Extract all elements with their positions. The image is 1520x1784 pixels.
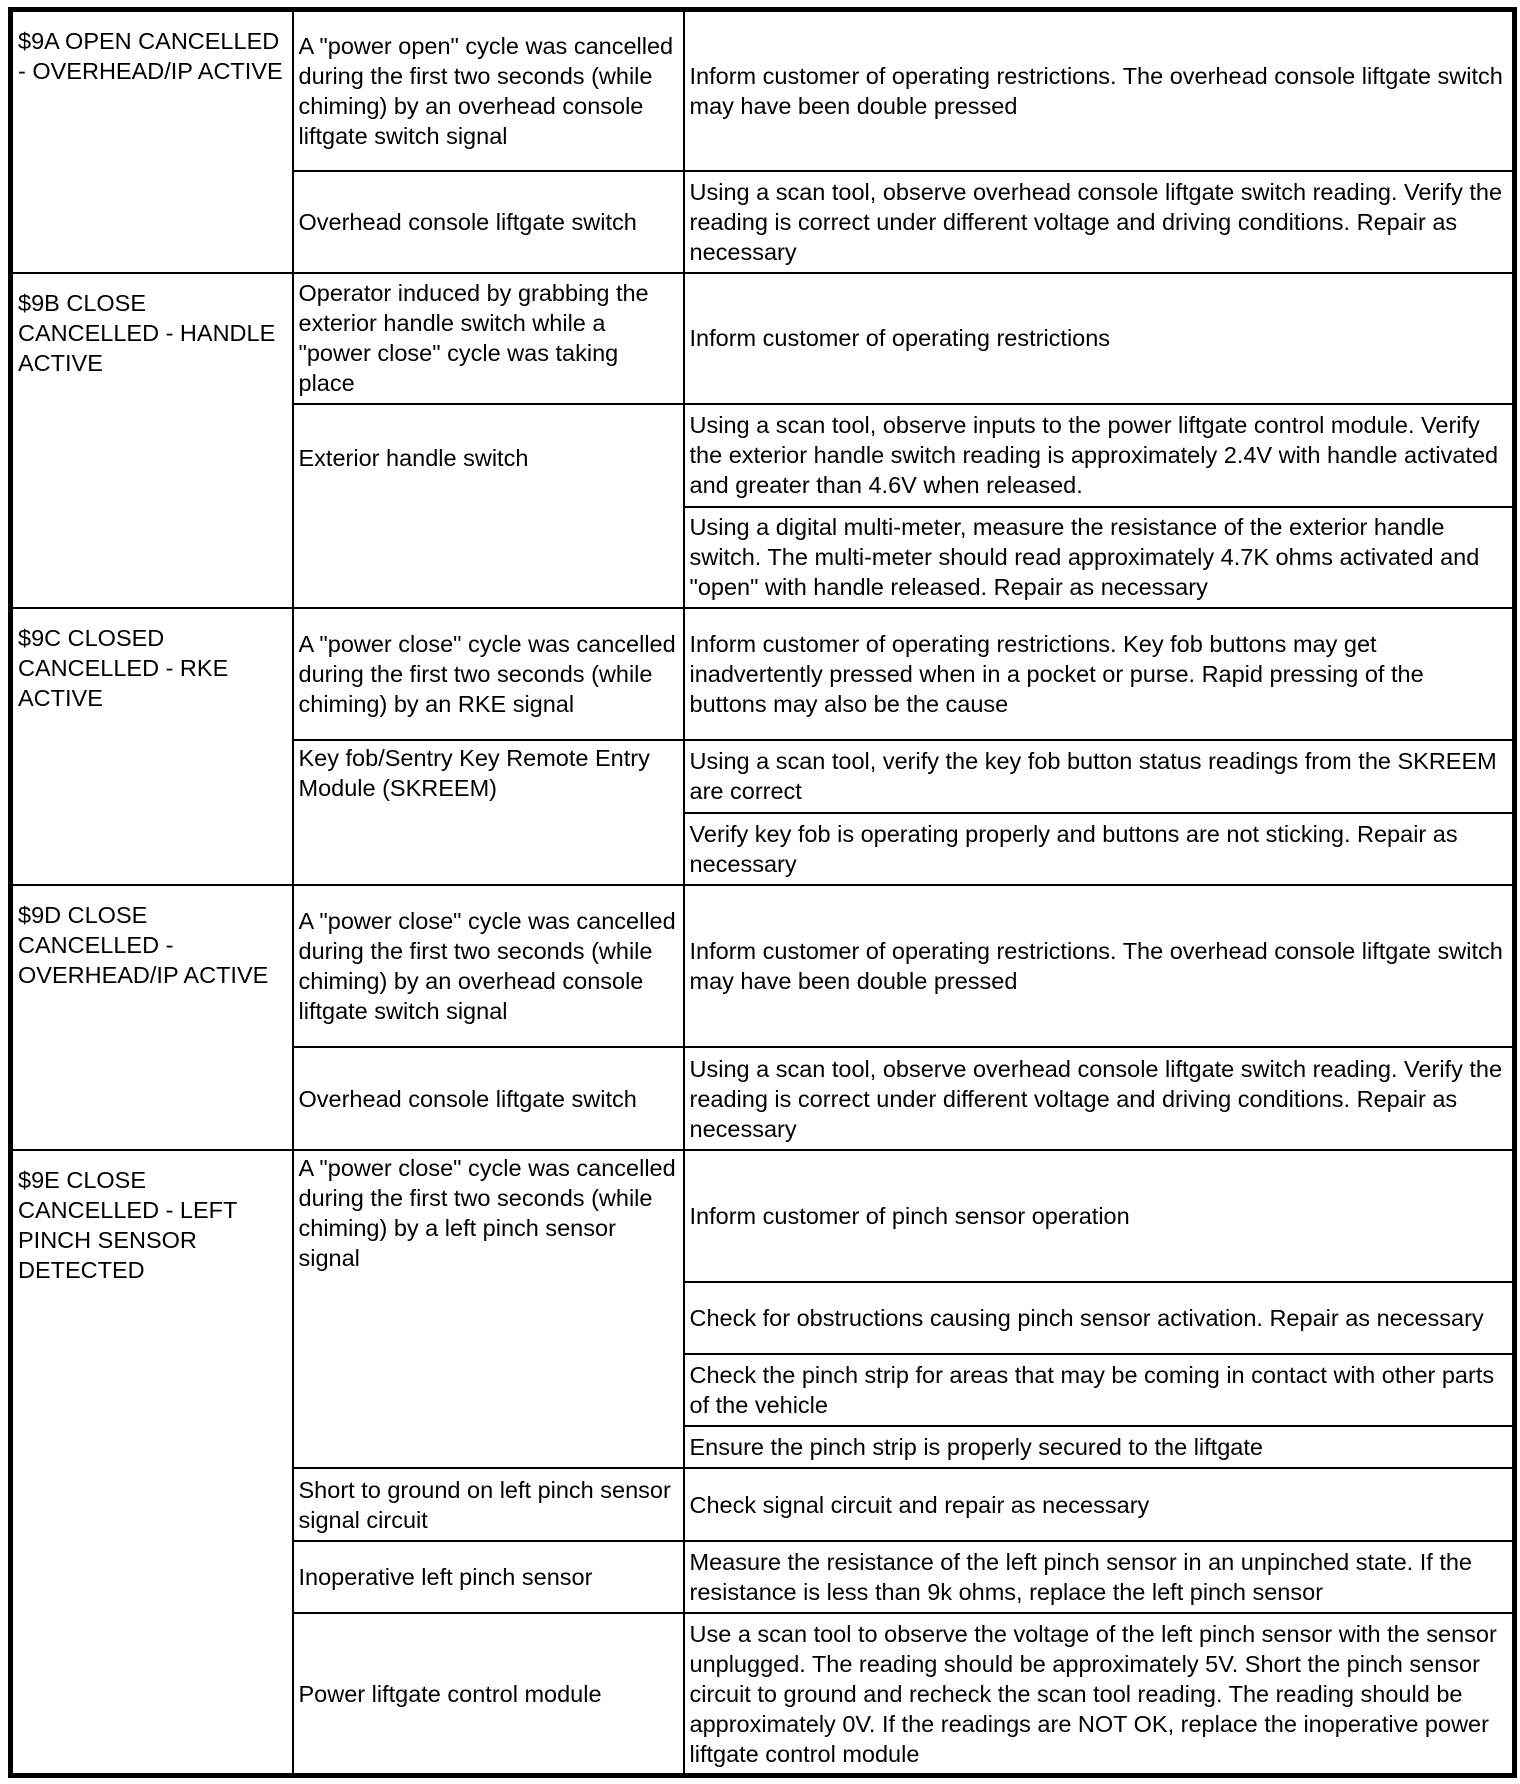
cause-cell: Key fob/Sentry Key Remote Entry Module (SKREEM) bbox=[293, 740, 684, 885]
condition-cell: $9D CLOSE CANCELLED - OVERHEAD/IP ACTIVE bbox=[11, 885, 293, 1150]
correction-cell: Inform customer of operating restrictions bbox=[684, 273, 1515, 404]
correction-cell: Use a scan tool to observe the voltage of the left pinch sensor with the sensor unplugged. The reading should be approximately 5V. Short the pinch sensor circuit to ground and recheck the scan tool reading. The reading should be approximately 0V. If the readings are NOT OK, replace the inoperative power liftgate control module bbox=[684, 1613, 1515, 1775]
cause-cell: Overhead console liftgate switch bbox=[293, 1047, 684, 1150]
correction-cell: Check for obstructions causing pinch sensor activation. Repair as necessary bbox=[684, 1282, 1515, 1354]
correction-cell: Check signal circuit and repair as necessary bbox=[684, 1468, 1515, 1541]
correction-cell: Using a scan tool, observe inputs to the power liftgate control module. Verify the exterior handle switch reading is approximately 2.4V with handle activated and greater than 4.6V when released. bbox=[684, 404, 1515, 507]
correction-cell: Using a scan tool, observe overhead console liftgate switch reading. Verify the reading is correct under different voltage and driving conditions. Repair as necessary bbox=[684, 1047, 1515, 1150]
condition-cell: $9B CLOSE CANCELLED - HANDLE ACTIVE bbox=[11, 273, 293, 608]
condition-cell: $9A OPEN CANCELLED - OVERHEAD/IP ACTIVE bbox=[11, 10, 293, 273]
correction-cell: Measure the resistance of the left pinch sensor in an unpinched state. If the resistance is less than 9k ohms, replace the left pinch sensor bbox=[684, 1541, 1515, 1613]
diagnostic-table bbox=[8, 7, 1517, 1778]
correction-cell: Ensure the pinch strip is properly secured to the liftgate bbox=[684, 1426, 1515, 1468]
correction-cell: Inform customer of pinch sensor operation bbox=[684, 1150, 1515, 1282]
cause-cell: Overhead console liftgate switch bbox=[293, 171, 684, 273]
condition-cell: $9E CLOSE CANCELLED - LEFT PINCH SENSOR DETECTED bbox=[11, 1150, 293, 1775]
table-row bbox=[11, 1150, 1515, 1282]
cause-cell: A "power close" cycle was cancelled during the first two seconds (while chiming) by an RKE signal bbox=[293, 608, 684, 740]
cause-cell: A "power open" cycle was cancelled during the first two seconds (while chiming) by an overhead console liftgate switch signal bbox=[293, 10, 684, 171]
cause-cell: Short to ground on left pinch sensor signal circuit bbox=[293, 1468, 684, 1541]
cause-cell: Operator induced by grabbing the exterior handle switch while a "power close" cycle was taking place bbox=[293, 273, 684, 404]
cause-cell: Inoperative left pinch sensor bbox=[293, 1541, 684, 1613]
correction-cell: Verify key fob is operating properly and buttons are not sticking. Repair as necessary bbox=[684, 813, 1515, 885]
cause-cell: Exterior handle switch bbox=[293, 404, 684, 608]
cause-cell: Power liftgate control module bbox=[293, 1613, 684, 1775]
table-row bbox=[11, 10, 1515, 171]
correction-cell: Using a digital multi-meter, measure the resistance of the exterior handle switch. The multi-meter should read approximately 4.7K ohms activated and "open" with handle released. Repair as necessary bbox=[684, 507, 1515, 608]
correction-cell: Inform customer of operating restrictions. The overhead console liftgate switch may have been double pressed bbox=[684, 885, 1515, 1047]
correction-cell: Inform customer of operating restrictions. The overhead console liftgate switch may have been double pressed bbox=[684, 10, 1515, 171]
correction-cell: Inform customer of operating restrictions. Key fob buttons may get inadvertently pressed when in a pocket or purse. Rapid pressing of the buttons may also be the cause bbox=[684, 608, 1515, 740]
table-row bbox=[11, 885, 1515, 1047]
cause-cell: A "power close" cycle was cancelled during the first two seconds (while chiming) by a left pinch sensor signal bbox=[293, 1150, 684, 1468]
correction-cell: Using a scan tool, observe overhead console liftgate switch reading. Verify the reading is correct under different voltage and driving conditions. Repair as necessary bbox=[684, 171, 1515, 273]
table-row bbox=[11, 608, 1515, 740]
correction-cell: Using a scan tool, verify the key fob button status readings from the SKREEM are correct bbox=[684, 740, 1515, 813]
condition-cell: $9C CLOSED CANCELLED - RKE ACTIVE bbox=[11, 608, 293, 885]
table-row bbox=[11, 273, 1515, 404]
correction-cell: Check the pinch strip for areas that may be coming in contact with other parts of the vehicle bbox=[684, 1354, 1515, 1426]
cause-cell: A "power close" cycle was cancelled during the first two seconds (while chiming) by an overhead console liftgate switch signal bbox=[293, 885, 684, 1047]
